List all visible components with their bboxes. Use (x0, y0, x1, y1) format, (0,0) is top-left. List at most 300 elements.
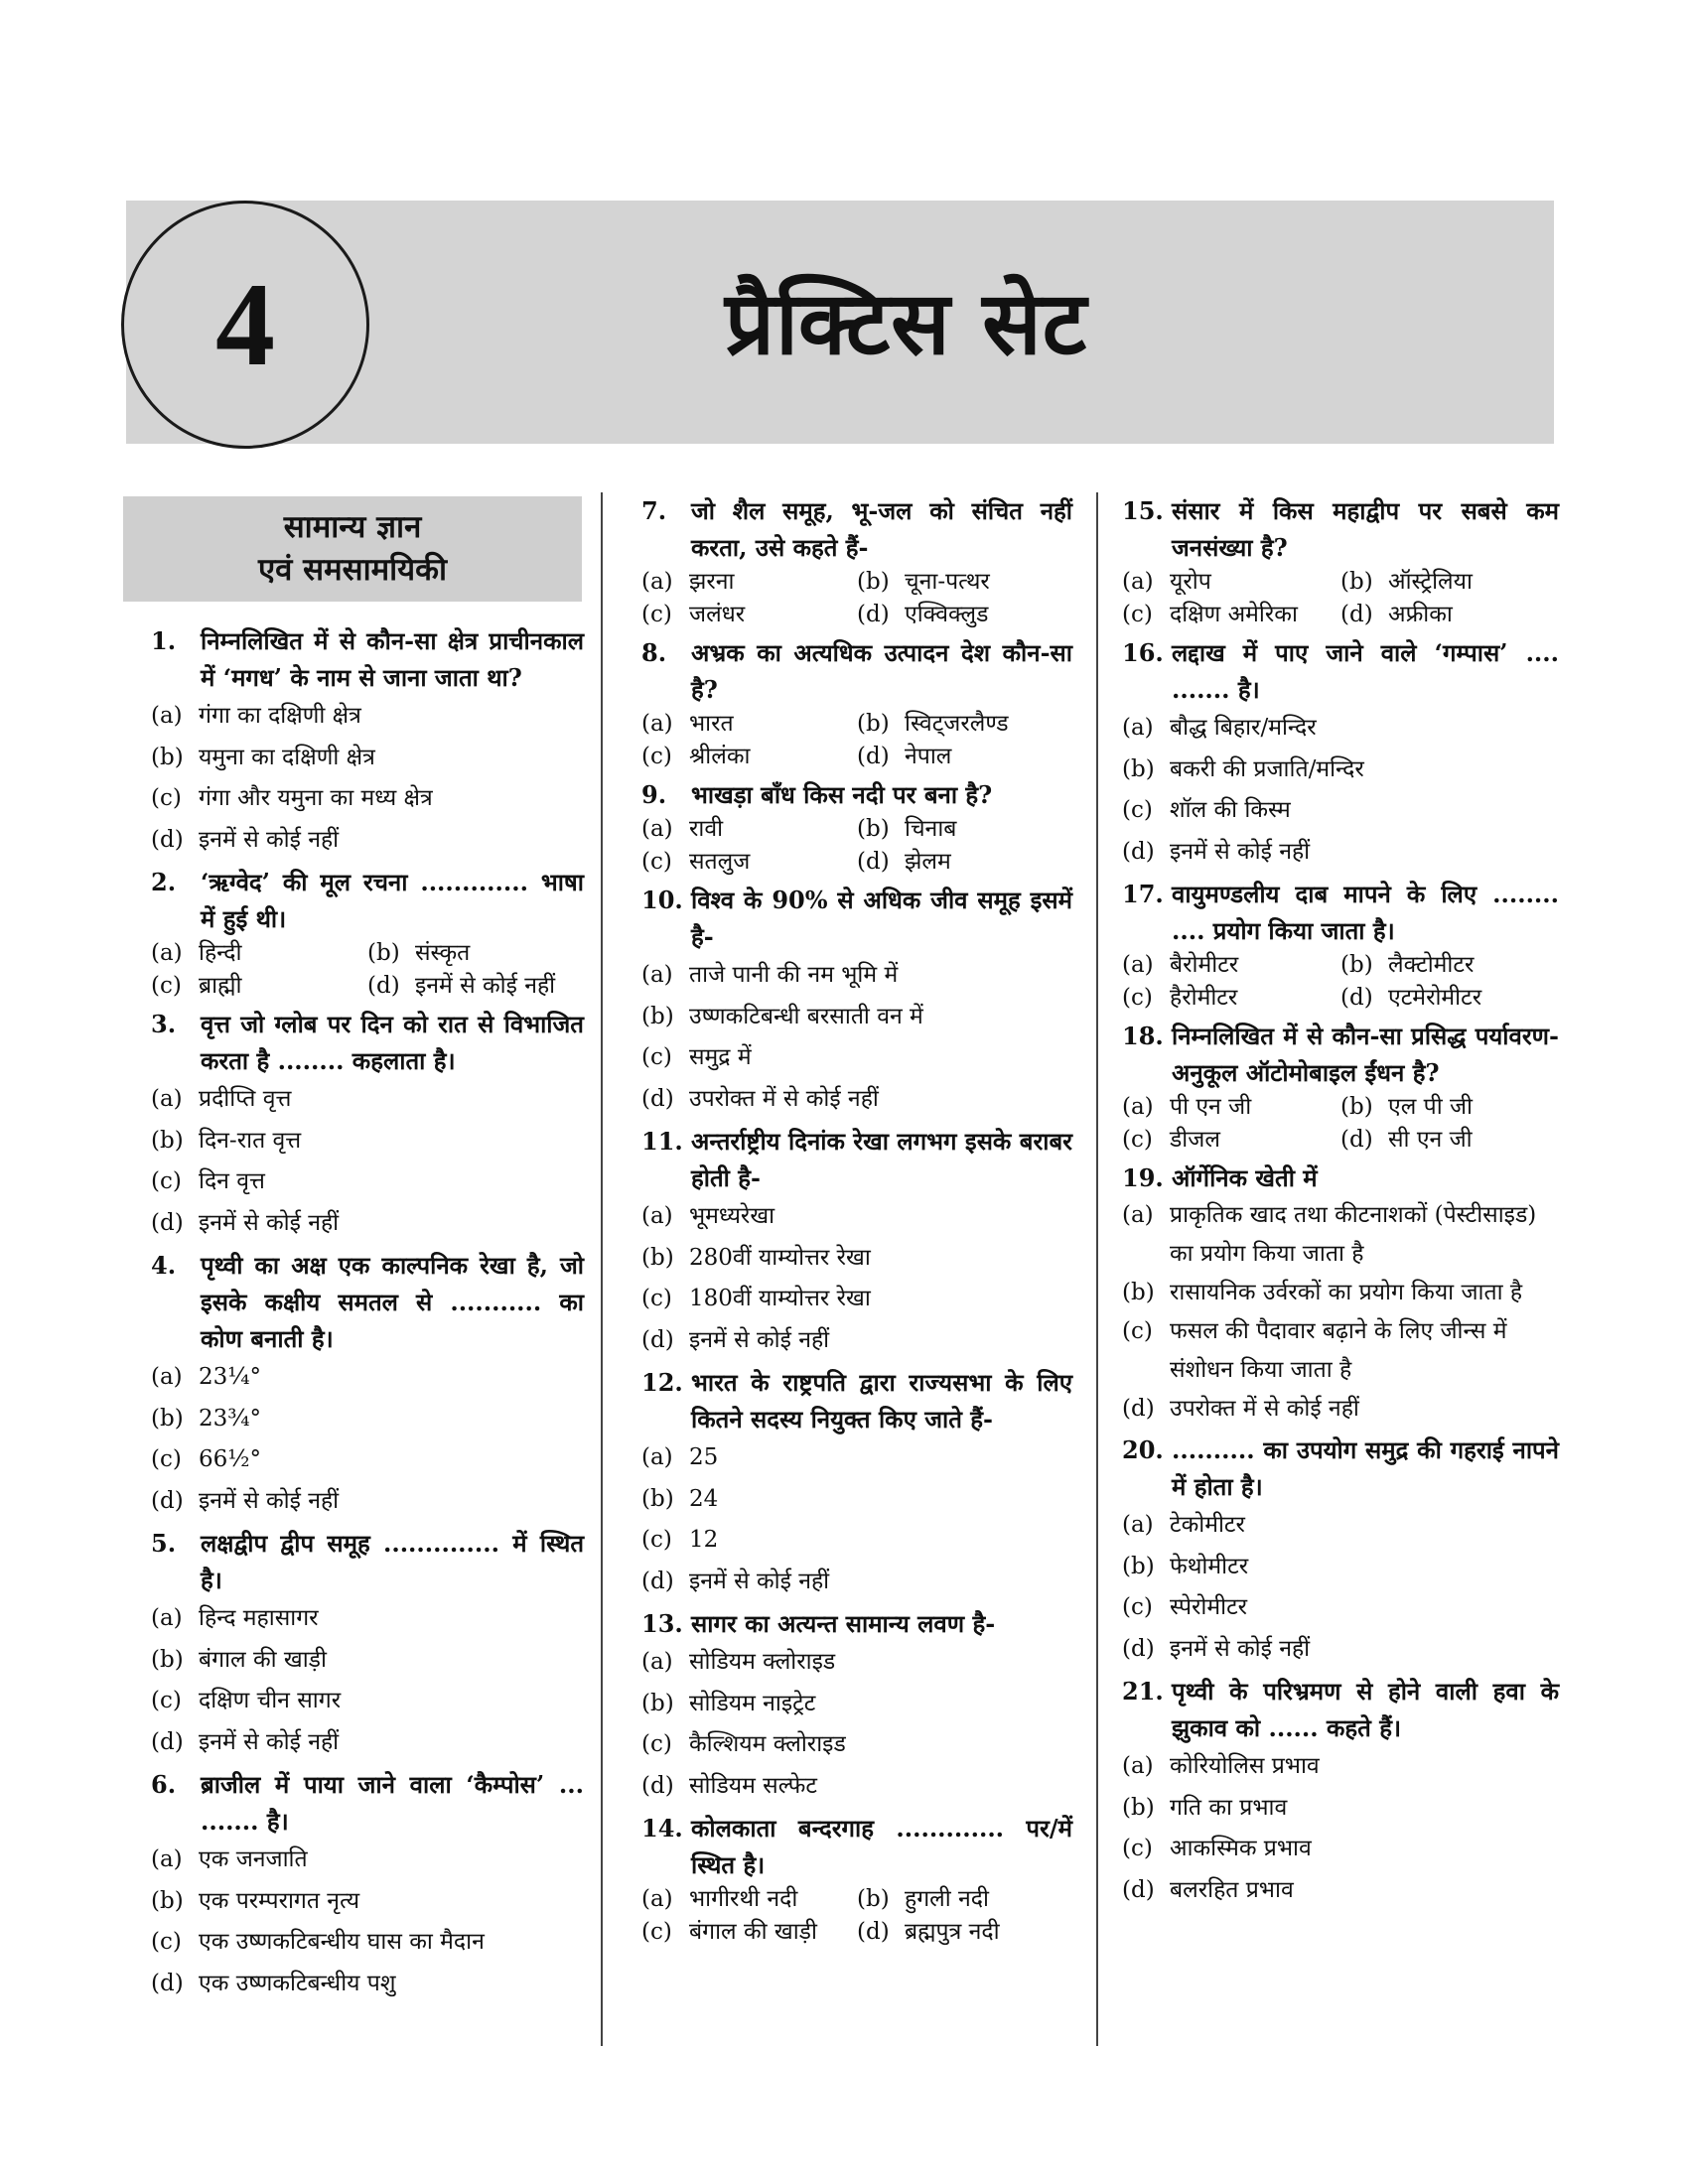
option-text: चूना-पत्थर (905, 569, 990, 595)
option-text: गंगा का दक्षिणी क्षेत्र (199, 703, 361, 729)
option-text: इनमें से कोई नहीं (1170, 1635, 1311, 1662)
option-text: बंगाल की खाड़ी (689, 1919, 817, 1945)
answer-option (1122, 949, 1340, 982)
option-letter: (a) (151, 1086, 183, 1112)
option-text: हुगली नदी (905, 1886, 989, 1912)
question-text (641, 882, 1072, 955)
question-column-1 (151, 619, 584, 2004)
answer-option (151, 820, 584, 862)
question-text (641, 492, 1072, 566)
question-text (151, 864, 584, 937)
question-text (151, 1247, 584, 1357)
answer-option (1122, 982, 1340, 1015)
option-text: 24 (689, 1485, 719, 1512)
answer-option (151, 970, 367, 1003)
answer-option (857, 566, 1072, 599)
question-block (1122, 1018, 1559, 1157)
page-title: प्रैक्टिस सेट (725, 272, 1088, 374)
option-text: फसल की पैदावार बढ़ाने के लिए जीन्स में संशोधन किया जाता है (1170, 1318, 1507, 1383)
question-text (641, 776, 1072, 813)
answer-option (641, 813, 857, 846)
question-number: 3. (151, 1010, 177, 1038)
question-stem: अभ्रक का अत्यधिक उत्पादन देश कौन-सा है? (691, 638, 1072, 704)
answer-option (151, 1203, 584, 1245)
option-letter: (d) (1340, 602, 1373, 627)
option-letter: (b) (857, 816, 890, 842)
question-text (151, 1525, 584, 1598)
option-letter: (b) (367, 940, 400, 966)
option-text: 280वीं याम्योत्तर रेखा (689, 1244, 871, 1271)
option-text: दिन वृत्त (199, 1168, 265, 1194)
question-block (641, 634, 1072, 773)
question-number: 9. (641, 780, 667, 809)
section-heading-line-1: सामान्य ज्ञान (283, 509, 422, 545)
option-text: 180वीं याम्योत्तर रेखा (689, 1286, 871, 1311)
answer-option (641, 599, 857, 631)
section-heading-box (123, 496, 582, 602)
option-letter: (d) (641, 1568, 674, 1594)
option-text: स्पेरोमीटर (1170, 1594, 1248, 1620)
option-letter: (d) (857, 744, 890, 769)
question-block (151, 1525, 584, 1763)
question-block (641, 882, 1072, 1120)
option-letter: (b) (151, 1646, 184, 1673)
option-letter: (c) (1122, 602, 1153, 627)
option-text: सतलुज (689, 849, 751, 875)
option-letter: (c) (1122, 1836, 1153, 1861)
question-text (1122, 876, 1559, 949)
answer-option (1122, 1196, 1559, 1274)
option-letter: (a) (641, 1203, 673, 1229)
option-row (641, 1883, 1072, 1916)
answer-option (641, 1320, 1072, 1362)
option-letter: (b) (1122, 755, 1155, 782)
option-text: फेथोमीटर (1170, 1553, 1249, 1579)
option-text: चिनाब (905, 816, 957, 842)
question-number: 8. (641, 638, 667, 667)
option-text: डीजल (1170, 1127, 1220, 1153)
question-stem: लक्षद्वीप द्वीप समूह .............. में स्थित है। (201, 1529, 584, 1594)
option-letter: (d) (151, 1209, 184, 1236)
option-text: सोडियम क्लोराइड (689, 1649, 836, 1675)
option-row (641, 741, 1072, 773)
question-number: 15. (1122, 496, 1164, 525)
option-row (1122, 1091, 1559, 1124)
option-letter: (b) (857, 711, 890, 737)
option-row (151, 937, 584, 970)
answer-option (151, 1399, 584, 1440)
question-number: 12. (641, 1368, 683, 1397)
answer-option (151, 1681, 584, 1722)
option-letter: (a) (1122, 1202, 1154, 1228)
question-number: 19. (1122, 1163, 1164, 1192)
option-text: 25 (689, 1444, 719, 1470)
option-letter: (d) (151, 826, 184, 853)
question-block (151, 622, 584, 861)
answer-option (1122, 599, 1340, 631)
answer-option (857, 599, 1072, 631)
question-stem: ‘ऋग्वेद’ की मूल रचना ............. भाषा में हुई थी। (201, 868, 584, 933)
option-letter: (c) (641, 1286, 672, 1311)
answer-option (641, 1196, 1072, 1238)
question-number: 1. (151, 626, 177, 655)
option-letter: (c) (1122, 1318, 1153, 1344)
option-text: स्विट्जरलैण्ड (905, 711, 1009, 737)
answer-option (367, 937, 584, 970)
option-text: सी एन जी (1388, 1127, 1473, 1153)
option-letter: (b) (1340, 569, 1373, 595)
question-text (1122, 634, 1559, 708)
option-text: ऑस्ट्रेलिया (1388, 569, 1473, 595)
option-letter: (c) (151, 1168, 182, 1194)
option-text: भारत (689, 711, 734, 737)
answer-option (641, 1642, 1072, 1684)
question-stem: .......... का उपयोग समुद्र की गहराई नापने में होता है। (1172, 1435, 1559, 1501)
answer-option (151, 1922, 584, 1964)
question-block (1122, 1673, 1559, 1911)
question-stem: पृथ्वी के परिभ्रमण से होने वाली हवा के झुकाव को ...... कहते हैं। (1172, 1677, 1559, 1742)
option-text: बकरी की प्रजाति/मन्दिर (1170, 755, 1364, 782)
option-letter: (a) (1122, 1512, 1154, 1538)
option-letter: (d) (151, 1728, 184, 1755)
option-letter: (c) (151, 1929, 182, 1955)
option-letter: (b) (641, 1690, 674, 1716)
answer-option (1122, 1124, 1340, 1157)
question-text (641, 1364, 1072, 1437)
question-stem: पृथ्वी का अक्ष एक काल्पनिक रेखा है, जो इसके कक्षीय समतल से ........... का कोण बनाती है। (201, 1251, 584, 1353)
option-letter: (a) (641, 962, 673, 988)
option-row (1122, 1124, 1559, 1157)
answer-option (857, 708, 1072, 741)
question-block (1122, 876, 1559, 1015)
option-text: इनमें से कोई नहीं (199, 1728, 340, 1755)
option-text: प्रदीप्ति वृत्त (199, 1086, 292, 1112)
question-number: 11. (641, 1127, 683, 1156)
option-row (641, 708, 1072, 741)
option-row (641, 1916, 1072, 1949)
answer-option (641, 1724, 1072, 1766)
option-letter: (a) (641, 1886, 673, 1912)
option-text: गंगा और यमुना का मध्य क्षेत्र (199, 785, 433, 811)
answer-option (151, 1840, 584, 1881)
question-text (1122, 1018, 1559, 1091)
question-block (1122, 1160, 1559, 1429)
answer-option (641, 1479, 1072, 1521)
option-letter: (b) (857, 1886, 890, 1912)
option-letter: (a) (641, 711, 673, 737)
option-row (1122, 566, 1559, 599)
answer-option (151, 1161, 584, 1203)
option-text: उपरोक्त में से कोई नहीं (689, 1085, 879, 1112)
answer-option (641, 1916, 857, 1949)
question-number: 2. (151, 868, 177, 896)
column-divider (601, 492, 603, 2046)
option-letter: (d) (857, 849, 890, 875)
question-number: 14. (641, 1814, 683, 1843)
answer-option (1340, 599, 1559, 631)
option-text: टेकोमीटर (1170, 1512, 1245, 1538)
option-row (641, 813, 1072, 846)
option-letter: (b) (1122, 1794, 1155, 1821)
answer-option (151, 1357, 584, 1399)
option-letter: (c) (151, 1446, 182, 1472)
option-row (641, 566, 1072, 599)
question-number: 7. (641, 496, 667, 525)
option-text: इनमें से कोई नहीं (199, 826, 340, 853)
question-block (1122, 634, 1559, 873)
option-text: कोरियोलिस प्रभाव (1170, 1753, 1320, 1779)
question-block (641, 1810, 1072, 1949)
option-text: श्रीलंका (689, 744, 751, 769)
answer-option (151, 738, 584, 779)
question-text (1122, 1673, 1559, 1746)
option-letter: (d) (857, 602, 890, 627)
option-text: बलरहित प्रभाव (1170, 1876, 1294, 1903)
question-text (641, 634, 1072, 708)
question-text (1122, 1432, 1559, 1505)
option-letter: (b) (151, 1127, 184, 1154)
answer-option (151, 696, 584, 738)
question-number: 17. (1122, 880, 1164, 908)
option-letter: (c) (151, 1688, 182, 1713)
option-text: यमुना का दक्षिणी क्षेत्र (199, 744, 375, 770)
option-text: एक उष्णकटिबन्धीय पशु (199, 1970, 396, 1996)
answer-option (1122, 1829, 1559, 1870)
answer-option (641, 997, 1072, 1038)
answer-option (641, 955, 1072, 997)
answer-option (641, 1684, 1072, 1725)
answer-option (1122, 1587, 1559, 1629)
option-letter: (d) (151, 1970, 184, 1996)
option-letter: (c) (641, 1731, 672, 1757)
option-letter: (c) (641, 1919, 672, 1945)
answer-option (1122, 1091, 1340, 1124)
question-block (641, 492, 1072, 631)
question-block (641, 1364, 1072, 1602)
option-letter: (b) (1340, 952, 1373, 978)
option-text: एक परम्परागत नृत्य (199, 1887, 360, 1914)
option-row (641, 599, 1072, 631)
question-number: 6. (151, 1770, 177, 1799)
answer-option (641, 1238, 1072, 1280)
question-number: 16. (1122, 638, 1164, 667)
option-text: हैरोमीटर (1170, 985, 1238, 1011)
option-letter: (c) (1122, 797, 1153, 823)
answer-option (641, 566, 857, 599)
answer-option (1122, 1547, 1559, 1588)
set-number: 4 (215, 258, 275, 390)
answer-option (151, 1964, 584, 2005)
option-text: बौद्ध बिहार/मन्दिर (1170, 715, 1317, 741)
question-stem: निम्नलिखित में से कौन-सा प्रसिद्ध पर्यावरण-अनुकूल ऑटोमोबाइल ईंधन है? (1172, 1022, 1559, 1087)
option-letter: (b) (641, 1485, 674, 1512)
option-letter: (b) (1122, 1280, 1155, 1305)
option-text: ब्रह्मपुत्र नदी (905, 1919, 1000, 1945)
answer-option (151, 1121, 584, 1162)
option-letter: (d) (1122, 1635, 1155, 1662)
question-block (1122, 1432, 1559, 1670)
answer-option (641, 846, 857, 879)
option-text: एक उष्णकटिबन्धीय घास का मैदान (199, 1929, 485, 1955)
option-letter: (c) (151, 973, 182, 999)
option-text: रासायनिक उर्वरकों का प्रयोग किया जाता है (1170, 1280, 1523, 1305)
option-letter: (a) (1122, 569, 1154, 595)
answer-option (151, 1481, 584, 1523)
option-text: 12 (689, 1527, 719, 1553)
option-text: उष्णकटिबन्धी बरसाती वन में (689, 1003, 923, 1029)
answer-option (1122, 1788, 1559, 1830)
option-text: भूमध्यरेखा (689, 1203, 775, 1229)
question-number: 20. (1122, 1435, 1164, 1464)
answer-option (1340, 949, 1559, 982)
answer-option (151, 1722, 584, 1764)
question-text (151, 622, 584, 696)
answer-option (1340, 1091, 1559, 1124)
option-row (151, 970, 584, 1003)
option-text: बैरोमीटर (1170, 952, 1239, 978)
answer-option (151, 1640, 584, 1682)
option-letter: (c) (641, 744, 672, 769)
section-heading-line-2: एवं समसामयिकी (257, 552, 448, 588)
option-text: एक्विक्लुड (905, 602, 989, 627)
option-letter: (d) (1122, 1396, 1155, 1422)
option-letter: (a) (641, 569, 673, 595)
option-text: अफ्रीका (1388, 602, 1453, 627)
answer-option (151, 1079, 584, 1121)
option-letter: (a) (641, 816, 673, 842)
option-letter: (c) (1122, 1127, 1153, 1153)
option-text: हिन्दी (199, 940, 242, 966)
option-letter: (d) (1122, 1876, 1155, 1903)
option-letter: (a) (151, 1846, 183, 1872)
question-block (151, 1247, 584, 1522)
option-text: झरना (689, 569, 735, 595)
option-letter: (b) (1122, 1553, 1155, 1579)
option-letter: (b) (151, 1405, 184, 1432)
option-text: दिन-रात वृत्त (199, 1127, 302, 1154)
option-letter: (b) (151, 1887, 184, 1914)
question-text (641, 1605, 1072, 1642)
option-text: उपरोक्त में से कोई नहीं (1170, 1396, 1359, 1422)
answer-option (857, 1883, 1072, 1916)
answer-option (857, 846, 1072, 879)
option-letter: (a) (641, 1444, 673, 1470)
answer-option (151, 778, 584, 820)
option-letter: (b) (1340, 1094, 1373, 1120)
option-text: ब्राह्मी (199, 973, 242, 999)
answer-option (1122, 1505, 1559, 1547)
option-text: पी एन जी (1170, 1094, 1252, 1120)
option-text: झेलम (905, 849, 951, 875)
option-text: रावी (689, 816, 724, 842)
option-text: ताजे पानी की नम भूमि में (689, 962, 899, 988)
option-text: आकस्मिक प्रभाव (1170, 1836, 1312, 1861)
option-text: 23¼° (199, 1364, 262, 1390)
option-row (1122, 982, 1559, 1015)
question-stem: भारत के राष्ट्रपति द्वारा राज्यसभा के लिए कितने सदस्य नियुक्त किए जाते हैं- (691, 1368, 1072, 1433)
question-stem: भाखड़ा बाँध किस नदी पर बना है? (691, 780, 993, 809)
option-letter: (d) (1340, 985, 1373, 1011)
option-letter: (a) (641, 1649, 673, 1675)
answer-option (1122, 1312, 1559, 1390)
answer-option (1122, 708, 1559, 750)
option-letter: (a) (151, 1605, 183, 1631)
option-letter: (a) (151, 940, 183, 966)
option-letter: (d) (641, 1326, 674, 1353)
answer-option (1122, 790, 1559, 832)
option-letter: (c) (641, 1044, 672, 1070)
answer-option (641, 1766, 1072, 1808)
answer-option (1122, 750, 1559, 791)
answer-option (641, 1079, 1072, 1121)
question-block (151, 1766, 584, 2004)
answer-option (641, 1562, 1072, 1603)
option-text: समुद्र में (689, 1044, 752, 1070)
option-text: 66½° (199, 1446, 262, 1472)
answer-option (1122, 832, 1559, 874)
question-text (1122, 1160, 1559, 1196)
answer-option (857, 1916, 1072, 1949)
option-letter: (b) (641, 1244, 674, 1271)
option-letter: (c) (641, 1527, 672, 1553)
option-letter: (a) (1122, 1094, 1154, 1120)
question-stem: संसार में किस महाद्वीप पर सबसे कम जनसंख्या है? (1172, 496, 1559, 562)
option-letter: (d) (641, 1772, 674, 1799)
question-stem: लद्दाख में पाए जाने वाले ‘गम्पास’ .... ....... है। (1172, 638, 1559, 704)
option-text: इनमें से कोई नहीं (689, 1568, 830, 1594)
answer-option (857, 741, 1072, 773)
answer-option (1340, 566, 1559, 599)
option-text: इनमें से कोई नहीं (689, 1326, 830, 1353)
option-letter: (d) (367, 973, 400, 999)
question-block (641, 776, 1072, 879)
option-text: कैल्शियम क्लोराइड (689, 1731, 846, 1757)
option-letter: (d) (1340, 1127, 1373, 1153)
question-number: 13. (641, 1609, 683, 1638)
question-column-3 (1122, 489, 1559, 1911)
option-text: यूरोप (1170, 569, 1211, 595)
option-row (1122, 599, 1559, 631)
answer-option (151, 937, 367, 970)
option-letter: (d) (1122, 838, 1155, 865)
option-text: जलंधर (689, 602, 746, 627)
option-letter: (a) (151, 1364, 183, 1390)
question-block (641, 1605, 1072, 1807)
question-text (151, 1766, 584, 1840)
answer-option (641, 1279, 1072, 1320)
option-text: इनमें से कोई नहीं (415, 973, 556, 999)
option-letter: (b) (151, 744, 184, 770)
question-stem: विश्व के 90% से अधिक जीव समूह इसमें है- (691, 886, 1072, 951)
option-letter: (d) (641, 1085, 674, 1112)
option-text: संस्कृत (415, 940, 471, 966)
option-letter: (d) (151, 1487, 184, 1514)
option-text: सोडियम सल्फेट (689, 1772, 817, 1799)
option-text: बंगाल की खाड़ी (199, 1646, 327, 1673)
question-stem: वृत्त जो ग्लोब पर दिन को रात से विभाजित करता है ........ कहलाता है। (201, 1010, 584, 1075)
option-letter: (a) (1122, 715, 1154, 741)
option-letter: (c) (641, 602, 672, 627)
option-text: एक जनजाति (199, 1846, 308, 1872)
question-text (641, 1123, 1072, 1196)
answer-option (641, 741, 857, 773)
answer-option (151, 1598, 584, 1640)
option-letter: (b) (857, 569, 890, 595)
answer-option (641, 1037, 1072, 1079)
option-text: सोडियम नाइट्रेट (689, 1690, 816, 1716)
answer-option (1122, 1629, 1559, 1671)
question-column-2 (641, 489, 1072, 1949)
